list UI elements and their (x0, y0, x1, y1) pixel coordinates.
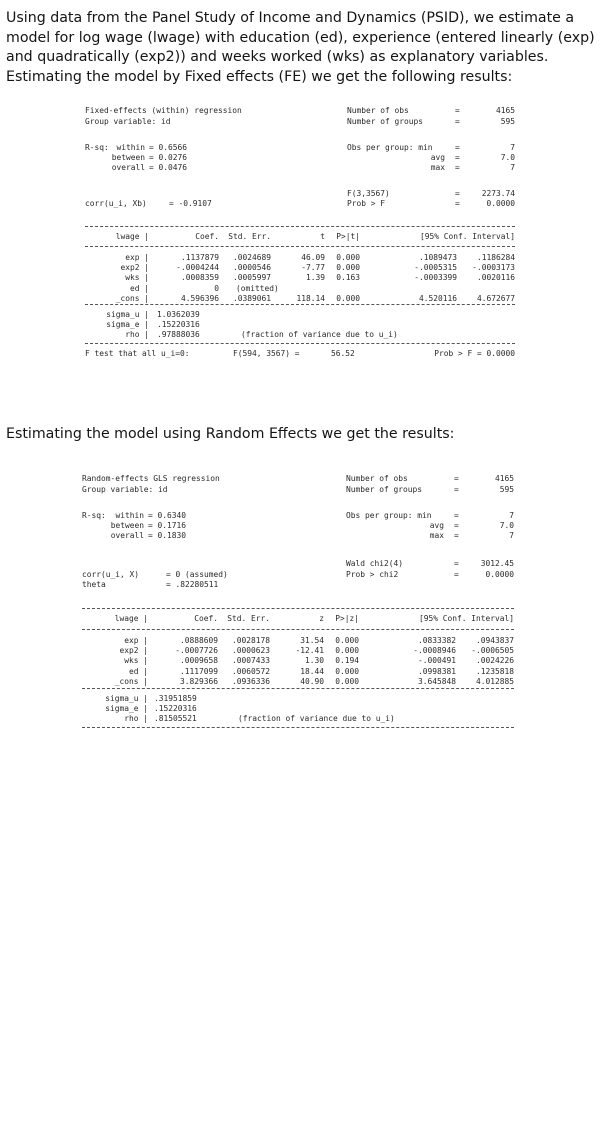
fe-eq: = (455, 199, 460, 208)
re-cell-hi: .0943837 (475, 636, 514, 645)
fe-sigma-e-label: sigma_e | (106, 320, 149, 329)
fe-rule (85, 343, 515, 344)
fe-cell-stat: -7.77 (301, 263, 325, 273)
fe-cell-coef: .1137879 (180, 253, 219, 262)
fe-title: Fixed-effects (within) regression (85, 106, 242, 115)
re-within: = 0.6340 (148, 511, 187, 520)
re-intro-paragraph (6, 425, 610, 445)
fe-overall: = 0.0476 (149, 163, 188, 172)
fe-cell-se: .0000546 (232, 263, 271, 273)
fe-between-label: between (111, 153, 145, 162)
fe-cell-lo: -.0005315 (414, 263, 457, 273)
fe-rho: .97888036 (157, 330, 200, 339)
re-cell-se: .0000623 (231, 646, 270, 656)
fe-cell-coef: -.0004244 (176, 263, 219, 273)
fe-sigma-e: .15220316 (157, 320, 200, 329)
re-theta-label: theta (82, 580, 106, 589)
fe-sigma-u: 1.0362039 (157, 310, 200, 319)
fe-prob-label: Prob > F (347, 199, 386, 208)
re-cell-p: 0.000 (335, 646, 359, 656)
re-cell-coef: -.0007726 (175, 646, 218, 656)
fe-obs-per-group: Obs per group: min (347, 143, 433, 152)
re-col-ci: [95% Conf. Interval] (418, 614, 514, 623)
fe-cell-coef: 4.596396 (180, 293, 219, 303)
fe-rule (85, 226, 515, 227)
fe-cell-hi: .0020116 (476, 273, 515, 283)
re-rule (82, 727, 514, 728)
fe-col-coef: Coef. (195, 232, 219, 241)
re-wald-val: 3012.45 (480, 559, 514, 568)
fe-rsq-label: R-sq: (85, 143, 109, 152)
fe-min: 7 (510, 143, 515, 152)
re-col-coef: Coef. (194, 614, 218, 623)
re-eq: = (454, 474, 459, 483)
fe-overall-label: overall (111, 163, 145, 172)
re-prob-val: 0.0000 (485, 570, 514, 579)
fe-cell-var: exp2 | (120, 263, 149, 273)
re-cell-coef: .1117099 (179, 666, 218, 676)
re-cell-p: 0.000 (335, 636, 359, 645)
fe-cell-coef: .0008359 (180, 273, 219, 283)
fe-rho-label: rho | (125, 330, 149, 339)
fe-cell-hi: -.0003173 (472, 263, 515, 273)
fe-rule (85, 246, 515, 247)
fe-avg-label: avg (430, 153, 445, 162)
re-cell-se: .0060572 (231, 666, 270, 676)
re-eq: = (454, 485, 459, 494)
re-cell-lo: -.000491 (417, 656, 456, 666)
fe-corr-label: corr(u_i, Xb) (85, 199, 147, 208)
fe-cell-stat: 1.39 (305, 273, 325, 283)
re-cell-var: exp2 | (119, 646, 148, 656)
re-sigma-u: .31951859 (154, 694, 197, 703)
fe-eq: = (455, 189, 460, 198)
re-title: Random-effects GLS regression (82, 474, 220, 483)
re-col-stat: z (319, 614, 324, 623)
fe-group-var: Group variable: id (85, 117, 171, 126)
re-cell-stat: 1.30 (304, 656, 324, 666)
re-col-p: P>|z| (335, 614, 359, 623)
fe-corr-val: = -0.9107 (169, 199, 212, 208)
fe-cell-var: wks | (125, 273, 149, 283)
fe-cell-var: exp | (125, 253, 149, 262)
re-cell-var: _cons | (114, 676, 148, 686)
fe-col-var: lwage | (115, 232, 149, 241)
re-eq: = (454, 521, 459, 530)
fe-max: 7 (510, 163, 515, 172)
re-cell-lo: .0998381 (417, 666, 456, 676)
re-prob-label: Prob > chi2 (346, 570, 399, 579)
re-cell-se: .0936336 (231, 676, 270, 686)
re-corr-label: corr(u_i, X) (82, 570, 140, 579)
re-sigma-e: .15220316 (154, 704, 197, 713)
fe-eq: = (455, 153, 460, 162)
re-ngroups: 595 (499, 485, 514, 494)
re-theta-val: = .82280511 (166, 580, 219, 589)
re-between: = 0.1716 (148, 521, 187, 530)
re-eq: = (454, 570, 459, 579)
fe-rho-note: (fraction of variance due to u_i) (241, 330, 398, 339)
re-rsq-label: R-sq: (82, 511, 106, 520)
fe-col-ci: [95% Conf. Interval] (419, 232, 515, 241)
fe-col-stat: t (320, 232, 325, 241)
re-cell-stat: 31.54 (300, 636, 324, 645)
re-nobs-label: Number of obs (346, 474, 408, 483)
re-cell-hi: -.0006505 (471, 646, 514, 656)
re-rule (82, 688, 514, 689)
re-cell-p: 0.000 (335, 676, 359, 686)
fe-cell-lo: 4.520116 (418, 293, 457, 303)
re-cell-hi: .0024226 (475, 656, 514, 666)
fe-eq: = (455, 106, 460, 115)
re-intro-text: Estimating the model using Random Effects we get the results: (6, 426, 455, 442)
fe-nobs-label: Number of obs (347, 106, 409, 115)
fe-nobs: 4165 (495, 106, 515, 115)
fe-cell-p: 0.163 (336, 273, 360, 283)
fe-col-se: Std. Err. (228, 232, 271, 241)
re-cell-stat: 40.90 (300, 676, 324, 686)
re-cell-lo: .0833382 (417, 636, 456, 645)
intro-text: Using data from the Panel Study of Income and Dynamics (PSID), we estimate a model for log wage (lwage) with education (ed), experience (entered linearly (exp) and quadratically (exp2)) and weeks worked (wks) as explanatory variables. Estimating the model by Fixed effects (FE) we get the following results: (6, 10, 595, 85)
fe-eq: = (455, 117, 460, 126)
fe-eq: = (455, 163, 460, 172)
re-cell-var: exp | (124, 636, 148, 645)
fe-ngroups-label: Number of groups (347, 117, 424, 126)
re-overall: = 0.1830 (148, 531, 187, 540)
fe-ftest-f: F(594, 3567) = (233, 349, 300, 358)
fe-cell-var: _cons | (115, 293, 149, 303)
fe-prob-val: 0.0000 (486, 199, 515, 208)
re-min: 7 (509, 511, 514, 520)
fe-ftest-label: F test that all u_i=0: (85, 349, 190, 358)
fe-cell-se: .0005997 (232, 273, 271, 283)
fe-ngroups: 595 (500, 117, 515, 126)
re-rho: .81505521 (154, 714, 197, 723)
re-obs-per-group: Obs per group: min (346, 511, 432, 520)
fe-eq: = (455, 143, 460, 152)
fe-cell-lo: -.0003399 (414, 273, 457, 283)
re-corr-val: = 0 (assumed) (166, 570, 228, 579)
re-cell-coef: 3.829366 (179, 676, 218, 686)
re-within-label: within (115, 511, 144, 520)
re-cell-hi: 4.012885 (475, 676, 514, 686)
fe-between: = 0.0276 (149, 153, 188, 162)
re-between-label: between (110, 521, 144, 530)
fe-ftest-prob: Prob > F = 0.0000 (434, 349, 515, 358)
fe-cell-se: .0389061 (232, 293, 271, 303)
re-cell-var: ed | (128, 666, 148, 676)
fe-cell-se: (omitted) (236, 283, 279, 293)
fe-cell-stat: 46.09 (301, 253, 325, 262)
fe-cell-hi: 4.672677 (476, 293, 515, 303)
re-sigma-u-label: sigma_u | (105, 694, 148, 703)
re-group-var: Group variable: id (82, 485, 168, 494)
re-eq: = (454, 511, 459, 520)
re-rho-note: (fraction of variance due to u_i) (238, 714, 395, 723)
re-rule (82, 608, 514, 609)
fe-cell-p: 0.000 (336, 293, 360, 303)
re-nobs: 4165 (494, 474, 514, 483)
fe-f-val: 2273.74 (481, 189, 515, 198)
fe-cell-p: 0.000 (336, 263, 360, 273)
intro-paragraph (6, 9, 610, 87)
fe-avg: 7.0 (500, 153, 515, 162)
re-cell-se: .0028178 (231, 636, 270, 645)
fe-cell-lo: .1089473 (418, 253, 457, 262)
re-cell-var: wks | (124, 656, 148, 666)
re-overall-label: overall (110, 531, 144, 540)
re-max: 7 (509, 531, 514, 540)
re-eq: = (454, 531, 459, 540)
fe-cell-p: 0.000 (336, 253, 360, 262)
fe-cell-hi: .1186284 (476, 253, 515, 262)
fe-f-label: F(3,3567) (347, 189, 390, 198)
re-cell-p: 0.194 (335, 656, 359, 666)
re-regression-output (82, 474, 514, 754)
re-rule (82, 629, 514, 630)
re-cell-se: .0007433 (231, 656, 270, 666)
re-col-var: lwage | (114, 614, 148, 623)
re-cell-stat: -12.41 (295, 646, 324, 656)
re-cell-coef: .0888609 (179, 636, 218, 645)
re-wald-label: Wald chi2(4) (346, 559, 404, 568)
fe-max-label: max (430, 163, 445, 172)
re-cell-lo: 3.645848 (417, 676, 456, 686)
re-cell-coef: .0009658 (179, 656, 218, 666)
re-avg: 7.0 (499, 521, 514, 530)
fe-within: = 0.6566 (149, 143, 188, 152)
fe-regression-output (85, 106, 515, 396)
fe-ftest-val: 56.52 (331, 349, 355, 358)
re-sigma-e-label: sigma_e | (105, 704, 148, 713)
re-ngroups-label: Number of groups (346, 485, 423, 494)
re-rho-label: rho | (124, 714, 148, 723)
fe-cell-stat: 118.14 (296, 293, 325, 303)
fe-cell-var: ed | (129, 283, 149, 293)
re-cell-stat: 18.44 (300, 666, 324, 676)
fe-cell-se: .0024689 (232, 253, 271, 262)
re-cell-hi: .1235818 (475, 666, 514, 676)
re-cell-p: 0.000 (335, 666, 359, 676)
fe-within-label: within (116, 143, 145, 152)
re-eq: = (454, 559, 459, 568)
fe-rule (85, 304, 515, 305)
re-col-se: Std. Err. (227, 614, 270, 623)
fe-col-p: P>|t| (336, 232, 360, 241)
fe-sigma-u-label: sigma_u | (106, 310, 149, 319)
re-cell-lo: -.0008946 (413, 646, 456, 656)
re-max-label: max (429, 531, 444, 540)
fe-cell-coef: 0 (214, 283, 219, 293)
re-avg-label: avg (429, 521, 444, 530)
